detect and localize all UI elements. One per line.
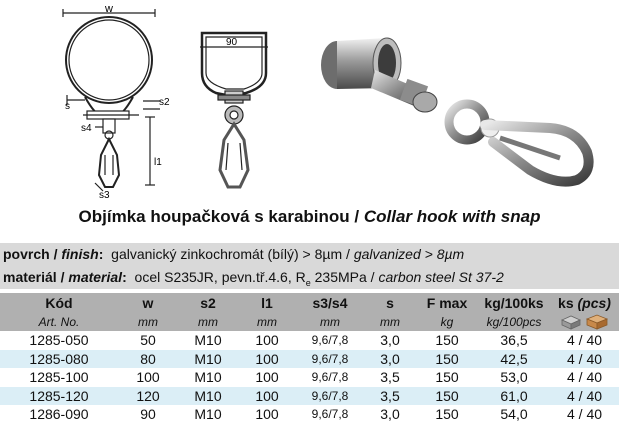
material-value-cz-2: 235MPa xyxy=(310,269,367,285)
table-cell: 150 xyxy=(416,387,478,406)
table-cell: 4 / 40 xyxy=(550,387,619,406)
table-cell: 150 xyxy=(416,405,478,424)
material-label-cz: materiál xyxy=(3,269,57,285)
table-row xyxy=(0,350,619,369)
header-l1: l1 xyxy=(238,293,296,312)
table-cell: 4 / 40 xyxy=(550,350,619,369)
round-collar-drawing xyxy=(55,5,180,200)
table-subheader-row xyxy=(0,312,619,331)
table-cell: 100 xyxy=(238,350,296,369)
table-cell: 100 xyxy=(238,368,296,387)
subheader-s-unit: mm xyxy=(364,312,416,331)
product-photo xyxy=(315,30,615,205)
dim-s2-label: s2 xyxy=(159,97,170,108)
header-w: w xyxy=(118,293,178,312)
table-cell: 1285-100 xyxy=(0,368,118,387)
header-ks xyxy=(550,293,619,312)
header-s2: s2 xyxy=(178,293,238,312)
material-value-cz-1: ocel S235JR, pevn.tř.4.6, R xyxy=(134,269,306,285)
table-cell: 100 xyxy=(238,331,296,350)
header-ks-suffix: (pcs) xyxy=(577,294,611,311)
dim-90-label: 90 xyxy=(226,37,238,48)
subheader-package-icons xyxy=(550,312,619,331)
table-cell: 100 xyxy=(238,405,296,424)
material-value-en: carbon steel St 37-2 xyxy=(378,269,504,285)
table-cell: M10 xyxy=(178,368,238,387)
table-cell: 53,0 xyxy=(478,368,550,387)
dim-s3-label: s3 xyxy=(99,190,110,200)
table-body xyxy=(0,331,619,424)
table-cell: 3,5 xyxy=(364,368,416,387)
table-cell: 80 xyxy=(118,350,178,369)
table-cell: 36,5 xyxy=(478,331,550,350)
table-row xyxy=(0,331,619,350)
material-label-en: material xyxy=(68,269,123,285)
table-cell: 42,5 xyxy=(478,350,550,369)
page-title xyxy=(0,207,619,227)
surface-value-en: galvanized > 8µm xyxy=(353,246,465,262)
header-ks-label: ks xyxy=(558,294,574,311)
dim-s4-label: s4 xyxy=(81,123,92,134)
table-cell: 54,0 xyxy=(478,405,550,424)
table-header-row xyxy=(0,293,619,312)
subheader-art-no: Art. No. xyxy=(0,312,118,331)
table-cell: 3,0 xyxy=(364,350,416,369)
spec-surface-row: povrch / finish: galvanický zinkochromát (bílý) > 8µm / galvanized > 8µm xyxy=(0,243,619,266)
carton-box-icon xyxy=(585,314,609,330)
header-kod: Kód xyxy=(0,293,118,312)
table-cell: 61,0 xyxy=(478,387,550,406)
table-cell: M10 xyxy=(178,387,238,406)
spec-material-row: materiál / material: ocel S235JR, pevn.tř.4.6, $R_e$ 235MPa / carbon steel St 37-2 xyxy=(0,266,619,289)
product-table xyxy=(0,293,619,424)
table-cell: 9,6/7,8 xyxy=(296,368,364,387)
material-value-sub: e xyxy=(305,277,311,288)
table-cell: 1285-080 xyxy=(0,350,118,369)
square-collar-drawing xyxy=(190,25,280,200)
table-row xyxy=(0,387,619,406)
table-cell: 1285-050 xyxy=(0,331,118,350)
small-box-icon xyxy=(560,314,582,330)
dim-s-label: s xyxy=(65,101,70,112)
surface-label-cz: povrch xyxy=(3,246,50,262)
table-cell: 9,6/7,8 xyxy=(296,405,364,424)
table-cell: 3,0 xyxy=(364,331,416,350)
dim-w-label: w xyxy=(105,5,113,15)
table-cell: 4 / 40 xyxy=(550,331,619,350)
subheader-s2-unit: mm xyxy=(178,312,238,331)
subheader-weight-unit: kg/100pcs xyxy=(478,312,550,331)
table-row xyxy=(0,368,619,387)
header-weight: kg/100ks xyxy=(478,293,550,312)
table-cell: 1286-090 xyxy=(0,405,118,424)
table-cell: 9,6/7,8 xyxy=(296,387,364,406)
header-s: s xyxy=(364,293,416,312)
table-cell: 150 xyxy=(416,368,478,387)
product-drawings xyxy=(0,0,619,205)
subheader-w-unit: mm xyxy=(118,312,178,331)
surface-label-en: finish xyxy=(61,246,99,262)
header-fmax: F max xyxy=(416,293,478,312)
table-cell: 100 xyxy=(118,368,178,387)
table-cell: M10 xyxy=(178,350,238,369)
table-cell: M10 xyxy=(178,405,238,424)
title-en: Collar hook with snap xyxy=(363,207,541,226)
table-cell: 9,6/7,8 xyxy=(296,350,364,369)
table-cell: 1285-120 xyxy=(0,387,118,406)
title-cz: Objímka houpačková s karabinou xyxy=(78,207,350,226)
table-cell: M10 xyxy=(178,331,238,350)
table-cell: 100 xyxy=(238,387,296,406)
table-cell: 150 xyxy=(416,331,478,350)
table-cell: 3,0 xyxy=(364,405,416,424)
title-separator: / xyxy=(349,207,364,226)
surface-value-cz: galvanický zinkochromát (bílý) > 8µm xyxy=(111,246,343,262)
table-cell: 4 / 40 xyxy=(550,405,619,424)
header-s3s4: s3/s4 xyxy=(296,293,364,312)
table-cell: 120 xyxy=(118,387,178,406)
subheader-s3s4-unit: mm xyxy=(296,312,364,331)
table-row xyxy=(0,405,619,424)
subheader-l1-unit: mm xyxy=(238,312,296,331)
table-cell: 3,5 xyxy=(364,387,416,406)
table-cell: 50 xyxy=(118,331,178,350)
table-cell: 4 / 40 xyxy=(550,368,619,387)
subheader-fmax-unit: kg xyxy=(416,312,478,331)
table-cell: 150 xyxy=(416,350,478,369)
table-cell: 9,6/7,8 xyxy=(296,331,364,350)
dim-l1-label: l1 xyxy=(154,157,162,168)
table-cell: 90 xyxy=(118,405,178,424)
